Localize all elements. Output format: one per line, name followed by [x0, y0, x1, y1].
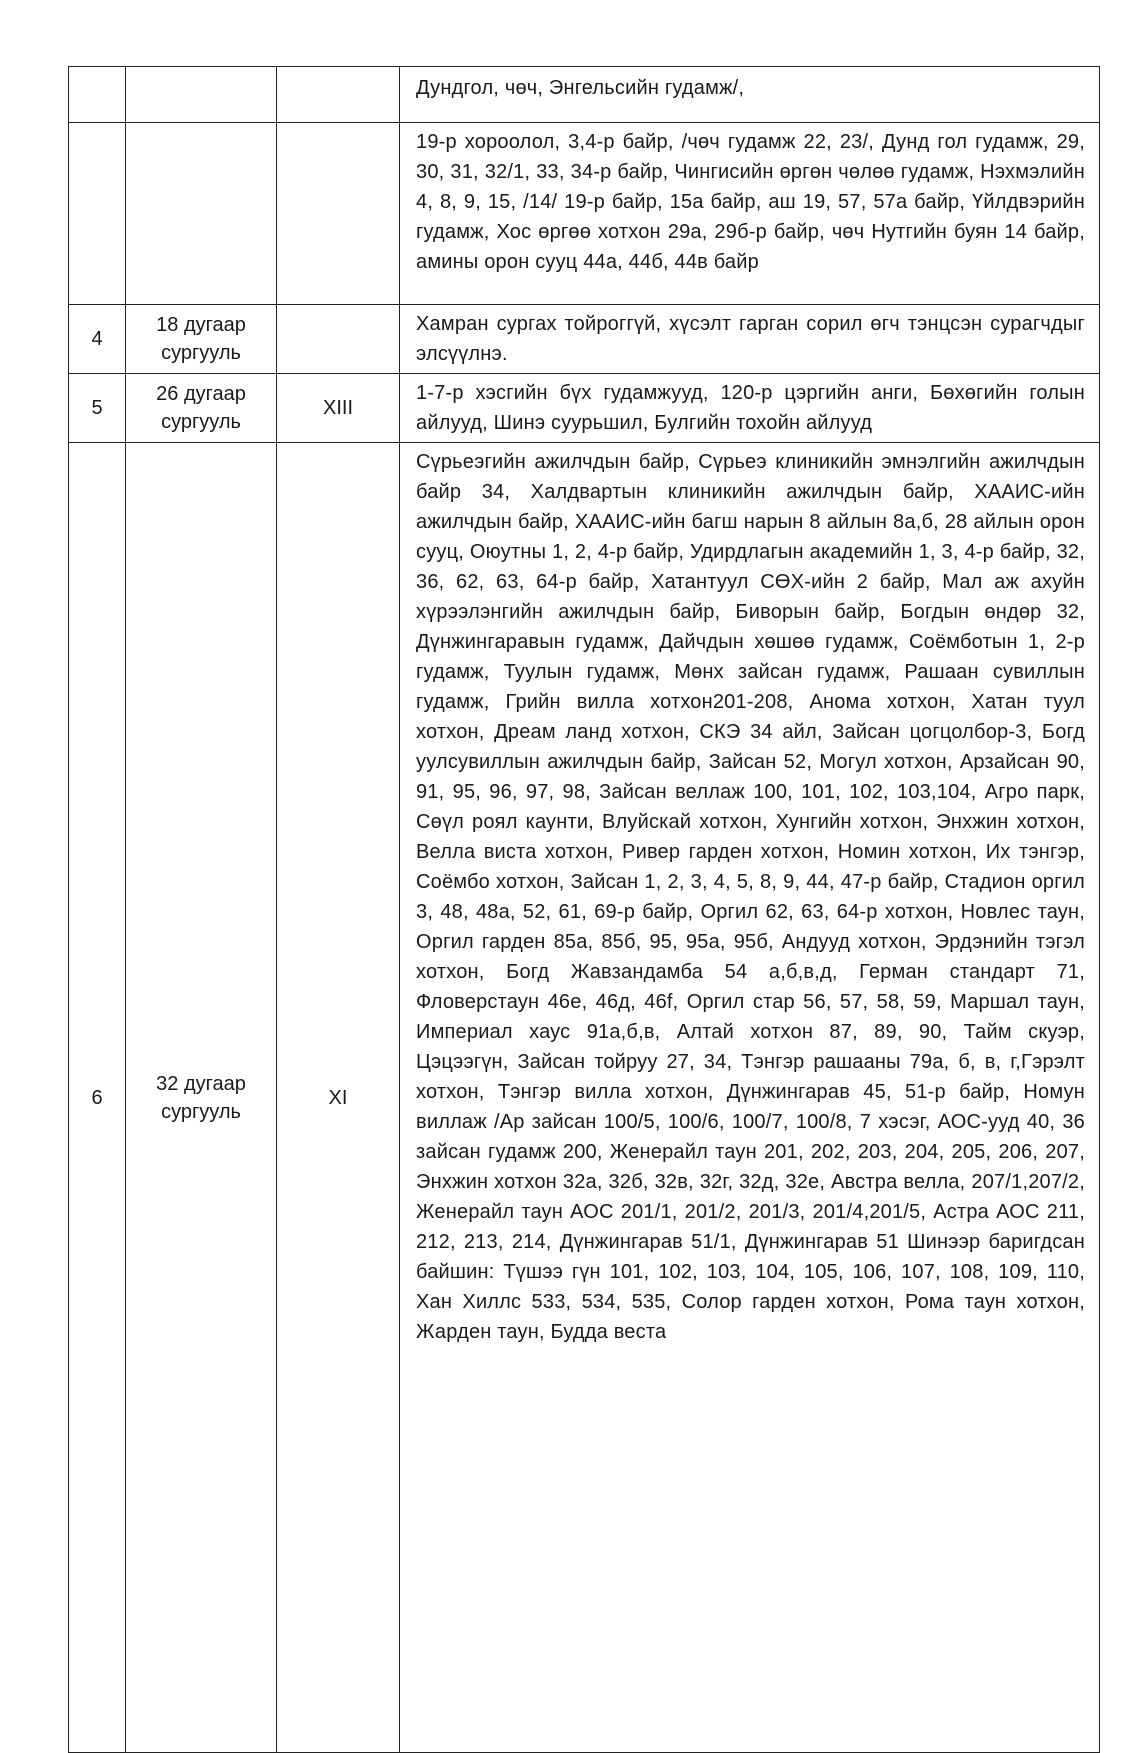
- school-name: 26 дугаар сургууль: [156, 383, 246, 433]
- district-cell: XIII: [277, 374, 400, 443]
- row-number-cell: 4: [69, 305, 126, 374]
- school-name-cell: [126, 305, 277, 374]
- row-number-cell: 5: [69, 374, 126, 443]
- row-number-cell: [69, 67, 126, 123]
- district-cell: [277, 305, 400, 374]
- school-name-cell: [126, 123, 277, 305]
- address-cell: 19-р хороолол, 3,4-р байр, /чөч гудамж 22, 23/, Дунд гол гудамж, 29, 30, 31, 32/1, 33, 34-р байр, Чингисийн өргөн чөлөө гудамж, Нэхмэлийн 4, 8, 9, 15, /14/ 19-р байр, 15а байр, аш 19, 57, 57а байр, Үйлдвэрийн гудамж, Хос өргөө хотхон 29а, 29б-р байр, чөч Нутгийн буян 14 байр, амины орон сууц 44а, 44б, 44в байр: [400, 123, 1100, 305]
- address-cell: Дундгол, чөч, Энгельсийн гудамж/,: [400, 67, 1100, 123]
- table-row: [69, 374, 1100, 443]
- school-name-cell: [126, 67, 277, 123]
- address-cell: Хамран сургах тойроггүй, хүсэлт гарган сорил өгч тэнцсэн сурагчдыг элсүүлнэ.: [400, 305, 1100, 374]
- district-cell: [277, 67, 400, 123]
- district-cell: [277, 123, 400, 305]
- table-row: [69, 443, 1100, 1753]
- school-district-table: [68, 66, 1100, 1753]
- school-name-cell: [126, 443, 277, 1753]
- district-cell: XI: [277, 443, 400, 1753]
- table-row: [69, 123, 1100, 305]
- row-number-cell: [69, 123, 126, 305]
- address-cell: 1-7-р хэсгийн бүх гудамжууд, 120-р цэргийн анги, Бөхөгийн голын айлууд, Шинэ суурьшил, Булгийн тохойн айлууд: [400, 374, 1100, 443]
- school-name-cell: [126, 374, 277, 443]
- table-row: [69, 305, 1100, 374]
- address-cell: Сүрьеэгийн ажилчдын байр, Сүрьеэ клиникийн эмнэлгийн ажилчдын байр 34, Халдвартын клиникийн ажилчдын байр, ХААИС-ийн ажилчдын байр, ХААИС-ийн багш нарын 8 айлын 8а,б, 28 айлын орон сууц, Оюутны 1, 2, 4-р байр, Удирдлагын академийн 1, 3, 4-р байр, 32, 36, 62, 63, 64-р байр, Хатантуул СӨХ-ийн 2 байр, Мал аж ахуйн хүрээлэнгийн ажилчдын байр, Биворын байр, Богдын өндөр 32, Дүнжингаравын гудамж, Дайчдын хөшөө гудамж, Соёмботын 1, 2-р гудамж, Туулын гудамж, Мөнх зайсан гудамж, Рашаан сувиллын гудамж, Грийн вилла хотхон201-208, Анома хотхон, Хатан туул хотхон, Дреам ланд хотхон, СКЭ 34 айл, Зайсан цогцолбор-3, Богд уулсувиллын ажилчдын байр, Зайсан 52, Могул хотхон, Арзайсан 90, 91, 95, 96, 97, 98, Зайсан веллаж 100, 101, 102, 103,104, Агро парк, Сөүл роял каунти, Влуйскай хотхон, Хунгийн хотхон, Энхжин хотхон, Велла виста хотхон, Ривер гарден хотхон, Номин хотхон, Их тэнгэр, Соёмбо хотхон, Зайсан 1, 2, 3, 4, 5, 8, 9, 44, 47-р байр, Стадион оргил 3, 48, 48а, 52, 61, 69-р байр, Оргил 62, 63, 64-р хотхон, Новлес таун, Оргил гарден 85а, 85б, 95, 95а, 95б, Андууд хотхон, Эрдэнийн тэгэл хотхон, Богд Жавзандамба 54 а,б,в,д, Герман стандарт 71, Фловерстаун 46е, 46д, 46f, Оргил стар 56, 57, 58, 59, Маршал таун, Империал хаус 91а,б,в, Алтай хотхон 87, 89, 90, Тайм скуэр, Цэцээгүн, Зайсан тойруу 27, 34, Тэнгэр рашааны 79а, б, в, г,Гэрэлт хотхон, Тэнгэр вилла хотхон, Дүнжингарав 45, 51-р байр, Номун виллаж /Ар зайсан 100/5, 100/6, 100/7, 100/8, 7 хэсэг, АОС-ууд 40, 36 зайсан гудамж 200, Женерайл таун 201, 202, 203, 204, 205, 206, 207, Энхжин хотхон 32а, 32б, 32в, 32г, 32д, 32е, Австра велла, 207/1,207/2, Женерайл таун АОС 201/1, 201/2, 201/3, 201/4,201/5, Астра АОС 211, 212, 213, 214, Дүнжингарав 51/1, Дүнжингарав 51 Шинээр баригдсан байшин: Түшээ гүн 101, 102, 103, 104, 105, 106, 107, 108, 109, 110, Хан Хиллс 533, 534, 535, Солор гарден хотхон, Рома таун хотхон, Жарден таун, Будда веста: [400, 443, 1100, 1753]
- table-row: [69, 67, 1100, 123]
- school-name: 18 дугаар сургууль: [156, 314, 246, 364]
- row-number-cell: 6: [69, 443, 126, 1753]
- school-name: 32 дугаар сургууль: [156, 1072, 246, 1123]
